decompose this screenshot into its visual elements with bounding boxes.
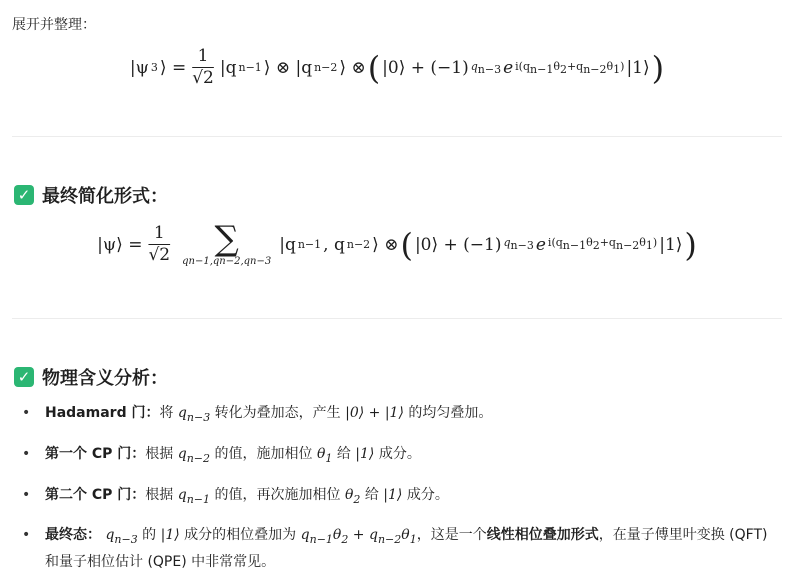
- heading-final-form: ✓ 最终简化形式：: [14, 182, 168, 208]
- list-item: • 最终态： $q_{n-3}$ 的 |1⟩ 成分的相位叠加为 $q_{n-1}\theta_2 + q_{n-2}\theta_1$，这是一个线性相位叠加形式，在量子傅里叶变换 (QFT) 和量子相位估计 (QPE) 中非常常见。: [0, 524, 780, 573]
- equation-psi: |ψ⟩ = $\frac{1}{√2}$ ∑ qn−1,qn−2,qn−3 |q n−1 , q n−2 ⟩ ⊗ ( |0⟩ + (−1) $q_{n-3}$ e $i(q_{n-1}\theta_2+q_{n-2}\theta_1)$ |1⟩ ): [97, 219, 697, 267]
- equation-psi3: |ψ 3 ⟩ = $\frac{1}{√2}$ |q n−1 ⟩ ⊗ |q n−2 ⟩ ⊗ ( |0⟩ + (−1) $q_{n-3}$ e $i(q_{n-1}\theta_2+q_{n-2}\theta_1)$ |1⟩ ): [129, 46, 665, 88]
- check-icon: ✓: [14, 185, 34, 205]
- list-item: • 第一个 CP 门：根据 $q_{n-2}$ 的值，施加相位 $\theta_1$ 给 |1⟩ 成分。: [0, 443, 780, 470]
- analysis-list: [0, 402, 780, 587]
- heading-physical-meaning: ✓ 物理含义分析：: [14, 364, 168, 390]
- divider: [12, 136, 782, 137]
- check-icon: ✓: [14, 367, 34, 387]
- list-item: • 第二个 CP 门：根据 $q_{n-1}$ 的值，再次施加相位 $\theta_2$ 给 |1⟩ 成分。: [0, 484, 780, 511]
- list-item: • Hadamard 门：将 $q_{n-3}$ 转化为叠加态，产生 |0⟩ + |1⟩ 的均匀叠加。: [0, 402, 780, 429]
- divider: [12, 318, 782, 319]
- intro-text: 展开并整理：: [12, 17, 96, 33]
